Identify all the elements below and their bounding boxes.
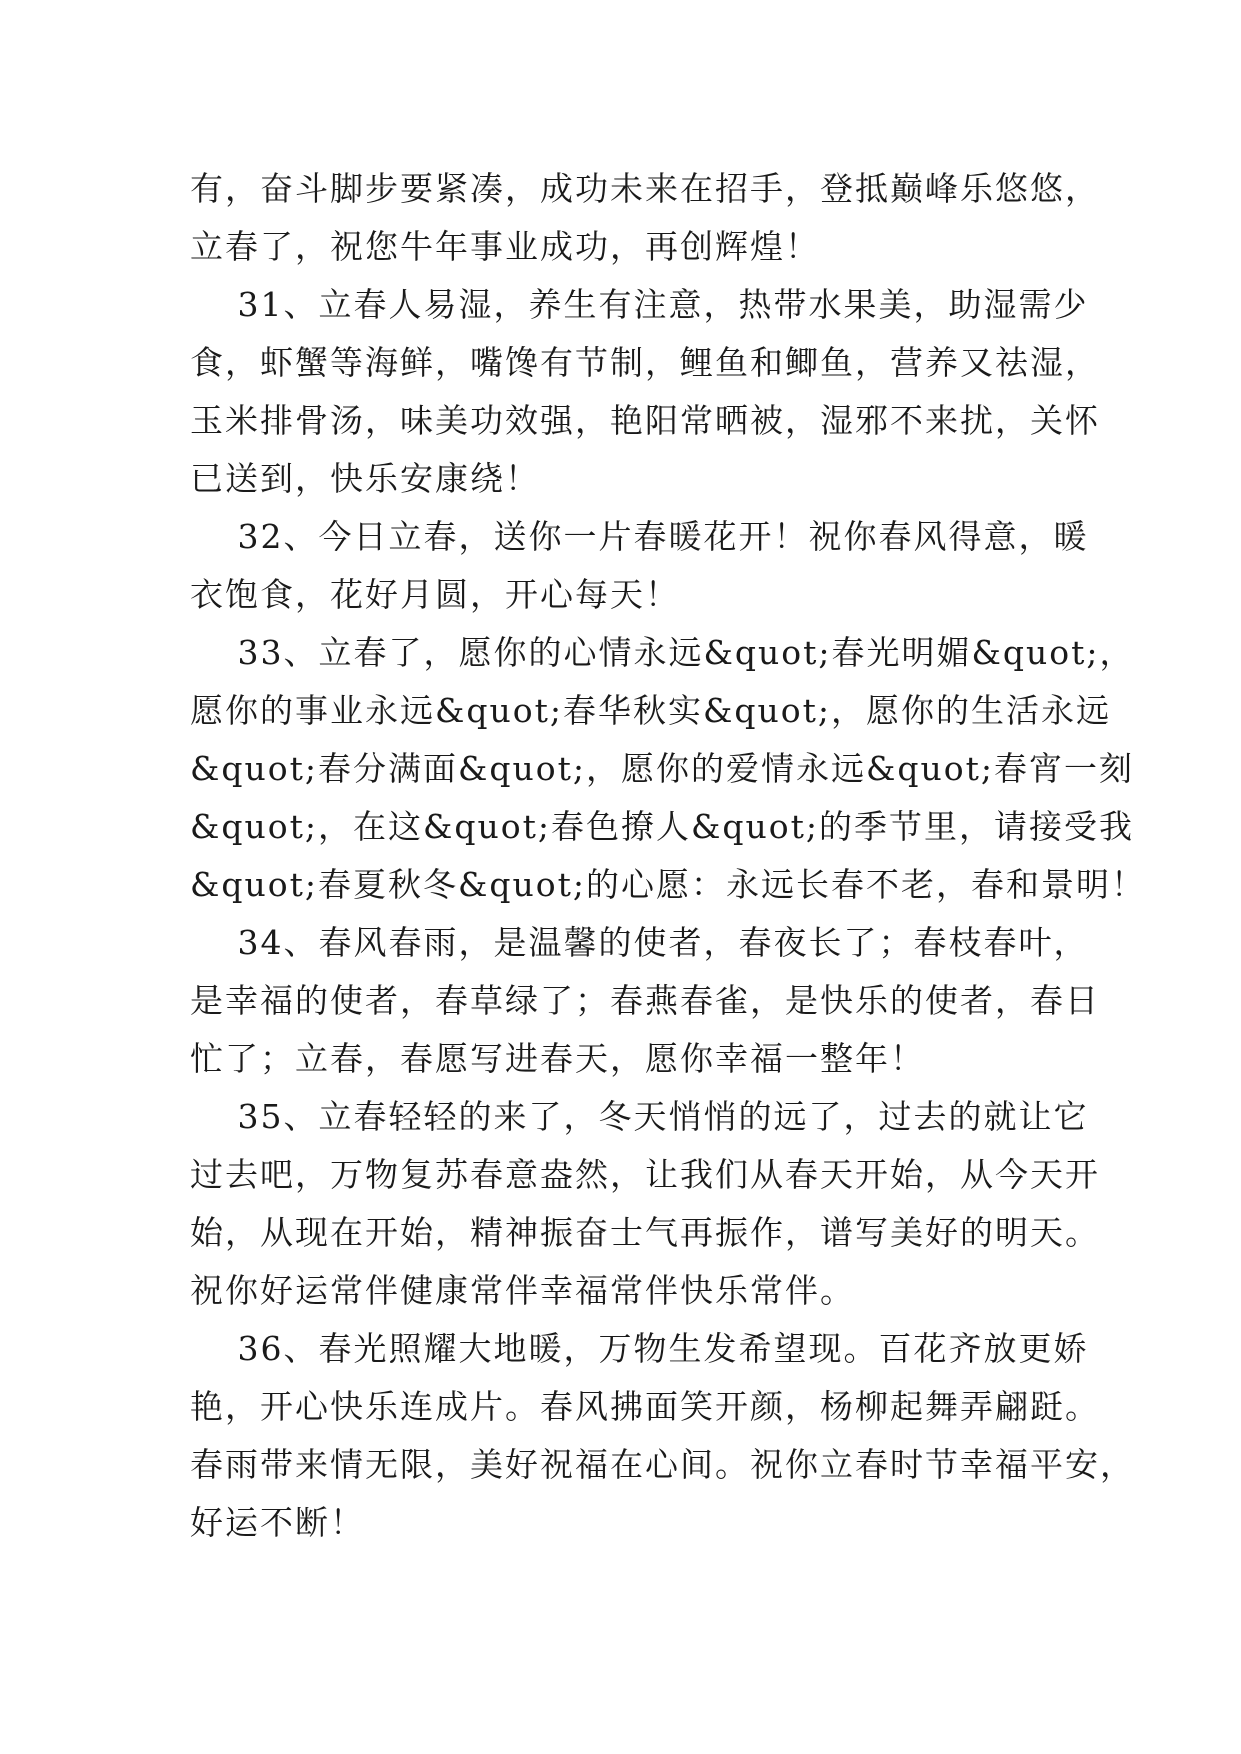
text-line: 有，奋斗脚步要紧凑，成功未来在招手，登抵巅峰乐悠悠， [190, 169, 1100, 208]
text-line: 衣饱食，花好月圆，开心每天！ [190, 575, 680, 614]
text-line: &quot;春夏秋冬&quot;的心愿：永远长春不老，春和景明！ [190, 865, 1146, 904]
text-line: 已送到，快乐安康绕！ [190, 459, 540, 498]
text-line: 立春了，祝您牛年事业成功，再创辉煌！ [190, 227, 820, 266]
document-body [190, 160, 1146, 1552]
text-line: &quot;，在这&quot;春色撩人&quot;的季节里，请接受我 [190, 807, 1134, 846]
text-line: 始，从现在开始，精神振奋士气再振作，谱写美好的明天。 [190, 1213, 1100, 1252]
text-line: 好运不断！ [190, 1503, 365, 1542]
text-line: 32、今日立春，送你一片春暖花开！祝你春风得意，暖 [190, 517, 1089, 556]
text-line: 愿你的事业永远&quot;春华秋实&quot;，愿你的生活永远 [190, 691, 1111, 730]
text-line: 31、立春人易湿，养生有注意，热带水果美，助湿需少 [190, 285, 1089, 324]
text-line: 食，虾蟹等海鲜，嘴馋有节制，鲤鱼和鲫鱼，营养又祛湿， [190, 343, 1100, 382]
text-line: 玉米排骨汤，味美功效强，艳阳常晒被，湿邪不来扰，关怀 [190, 401, 1100, 440]
text-line: 33、立春了，愿你的心情永远&quot;春光明媚&quot;， [190, 633, 1135, 672]
text-line: &quot;春分满面&quot;，愿你的爱情永远&quot;春宵一刻 [190, 749, 1134, 788]
text-line: 36、春光照耀大地暖，万物生发希望现。百花齐放更娇 [190, 1329, 1089, 1368]
text-line: 34、春风春雨，是温馨的使者，春夜长了；春枝春叶， [190, 923, 1089, 962]
text-line: 忙了；立春，春愿写进春天，愿你幸福一整年！ [190, 1039, 925, 1078]
text-line: 35、立春轻轻的来了，冬天悄悄的远了，过去的就让它 [190, 1097, 1089, 1136]
text-line: 祝你好运常伴健康常伴幸福常伴快乐常伴。 [190, 1271, 855, 1310]
text-line: 艳，开心快乐连成片。春风拂面笑开颜，杨柳起舞弄翩跹。 [190, 1387, 1100, 1426]
text-line: 春雨带来情无限，美好祝福在心间。祝你立春时节幸福平安， [190, 1445, 1135, 1484]
text-line: 过去吧，万物复苏春意盎然，让我们从春天开始，从今天开 [190, 1155, 1100, 1194]
text-line: 是幸福的使者，春草绿了；春燕春雀，是快乐的使者，春日 [190, 981, 1100, 1020]
